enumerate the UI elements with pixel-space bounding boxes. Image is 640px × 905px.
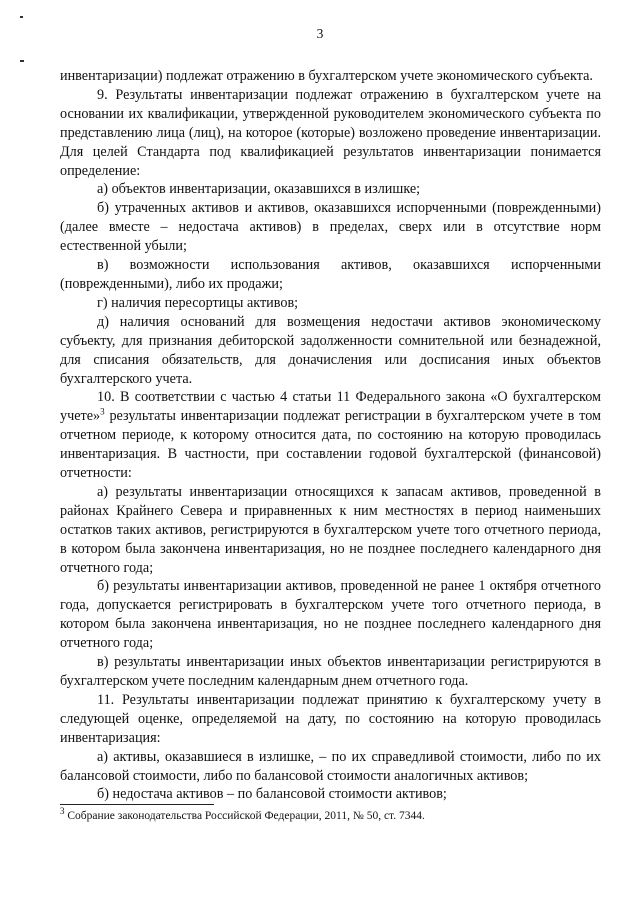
list-item: а) результаты инвентаризации относящихся к запасам активов, проведенной в районах Крайнего Севера и приравненных к ним местностях в период наименьших остатков таких активов, регистрируются в бухгалтерском учете того отчетного периода, в котором была закончена инвентаризация, но не позднее последнего календарного дня отчетного года; <box>60 483 601 576</box>
scan-mark <box>20 16 23 18</box>
clause-10-text-continued: результаты инвентаризации подлежат регистрации в бухгалтерском учете в том отчетном периоде, к которому относится дата, по состоянию на которую проводилась инвентаризация. В частности, при составлении годовой бухгалтерской (финансовой) отчетности: <box>60 408 601 482</box>
page-number: 3 <box>316 26 324 41</box>
document-body <box>60 67 601 804</box>
paragraph-clause-10 <box>60 388 601 483</box>
footnote <box>60 806 601 824</box>
paragraph-clause-11: 11. Результаты инвентаризации подлежат принятию к бухгалтерскому учету в следующей оценке, определяемой на дату, по состоянию на которую проводилась инвентаризация: <box>60 691 601 746</box>
scan-mark <box>20 60 24 62</box>
list-item: б) недостача активов – по балансовой стоимости активов; <box>97 786 447 803</box>
footnote-reference: 3 <box>100 406 105 417</box>
clause-10-text: 10. В соответствии с частью 4 статьи 11 Федерального закона «О бухгалтерском учете» <box>60 389 601 425</box>
list-item: б) результаты инвентаризации активов, проведенной не ранее 1 октября отчетного года, допускается регистрировать в бухгалтерском учете того отчетного периода, в котором была закончена инвентаризация, но не позднее последнего календарного дня отчетного года; <box>60 578 601 652</box>
list-item: д) наличия оснований для возмещения недостачи активов экономическому субъекту, для признания дебиторской задолженности сомнительной или безнадежной, для списания обязательств, для доначисления или досписания иных объектов бухгалтерского учета. <box>60 313 601 387</box>
paragraph-clause-9: 9. Результаты инвентаризации подлежат отражению в бухгалтерском учете на основании их квалификации, утвержденной руководителем экономического субъекта по представлению лица (лиц), на которое (которые) возложено проведение инвентаризации. Для целей Стандарта под квалификацией результатов инвентаризации понимается определение: <box>60 86 601 179</box>
paragraph: инвентаризации) подлежат отражению в бухгалтерском учете экономического субъекта. <box>60 68 593 84</box>
list-item: в) результаты инвентаризации иных объектов инвентаризации регистрируются в бухгалтерском учете последним календарным днем отчетного года. <box>60 654 601 689</box>
footnote-marker: 3 <box>60 806 65 817</box>
list-item: б) утраченных активов и активов, оказавшихся испорченными (поврежденными) (далее вместе – недостача активов) в пределах, сверх или в отсутствие норм естественной убыли; <box>60 200 601 255</box>
list-item: в) возможности использования активов, оказавшихся испорченными (поврежденными), либо их продажи; <box>60 257 601 292</box>
list-item: а) объектов инвентаризации, оказавшихся в излишке; <box>97 181 421 198</box>
footnote-text: Собрание законодательства Российской Федерации, 2011, № 50, ст. 7344. <box>64 810 425 822</box>
list-item: г) наличия пересортицы активов; <box>97 294 299 311</box>
footnote-divider <box>60 804 214 805</box>
list-item: а) активы, оказавшиеся в излишке, – по их справедливой стоимости, либо по их балансовой стоимости, либо по балансовой стоимости аналогичных активов; <box>60 748 601 784</box>
